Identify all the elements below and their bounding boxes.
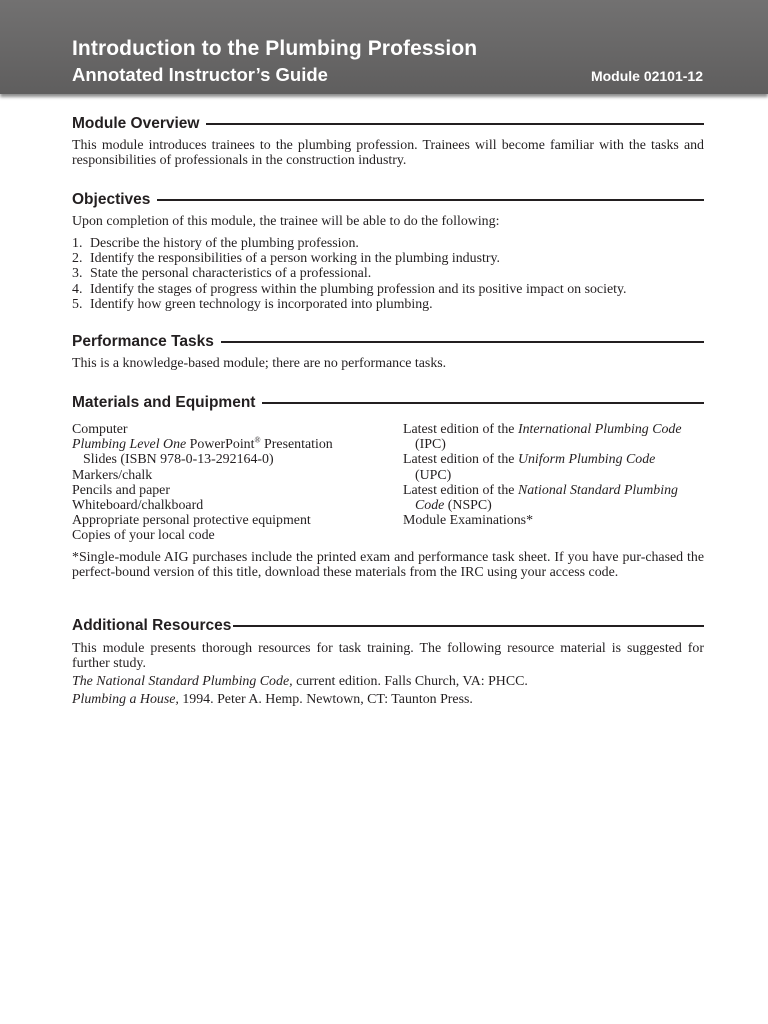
list-item-continuation: Slides (ISBN 978-0-13-292164-0): [83, 452, 274, 468]
list-item: 2. Identify the responsibilities of a person working in the plumbing industry.: [72, 251, 500, 267]
section-heading-text: Performance Tasks: [72, 333, 214, 350]
list-item: Markers/chalk: [72, 467, 153, 483]
document-subtitle: Annotated Instructor’s Guide: [72, 64, 328, 85]
materials-right-column: [403, 422, 682, 528]
reference-item: Plumbing a House, 1994. Peter A. Hemp. Newtown, CT: Taunton Press.: [72, 692, 473, 707]
section-heading-text: Materials and Equipment: [72, 394, 256, 411]
objectives-list: [72, 236, 704, 312]
section-additional-resources: [72, 616, 704, 707]
section-performance-tasks: [72, 332, 704, 371]
section-heading-text: Objectives: [72, 191, 151, 208]
list-item: Latest edition of the Uniform Plumbing Code: [403, 452, 656, 468]
list-item: Appropriate personal protective equipment: [72, 513, 311, 529]
heading-rule: [221, 341, 704, 343]
list-item: 5. Identify how green technology is incorporated into plumbing.: [72, 296, 433, 312]
heading-rule: [206, 123, 704, 125]
section-module-overview: [72, 114, 704, 168]
section-heading: [72, 616, 704, 636]
list-item: Module Examinations*: [403, 513, 534, 529]
list-item-continuation: Code (NSPC): [415, 498, 492, 514]
document-title: Introduction to the Plumbing Profession: [72, 37, 478, 60]
module-number: Module 02101-12: [590, 68, 703, 84]
section-heading: [72, 190, 704, 210]
reference-item: The National Standard Plumbing Code, current edition. Falls Church, VA: PHCC.: [72, 674, 528, 689]
list-item: 1. Describe the history of the plumbing profession.: [72, 236, 359, 251]
heading-rule: [157, 199, 704, 201]
section-materials-equipment: [72, 393, 704, 580]
overview-text: This module introduces trainees to the plumbing profession. Trainees will become familiar with the tasks and responsibilities of professionals in the construction industry.: [72, 138, 704, 168]
list-item: Latest edition of the International Plumbing Code: [403, 422, 682, 437]
resources-intro: This module presents thorough resources for task training. The following resource material is suggested for further study.: [72, 641, 704, 671]
objectives-intro: Upon completion of this module, the trainee will be able to do the following:: [72, 214, 500, 229]
list-item-continuation: (UPC): [415, 467, 452, 483]
page-header: [0, 0, 768, 94]
section-heading: [72, 114, 704, 134]
list-item: Plumbing Level One PowerPoint® Presentation: [72, 435, 333, 453]
section-heading-text: Module Overview: [72, 115, 200, 132]
materials-note: *Single-module AIG purchases include the printed exam and performance task sheet. If you have pur-chased the perfect-bound version of this title, download these materials from the IRC using your access code.: [72, 550, 704, 580]
section-objectives: [72, 190, 704, 312]
list-item-continuation: (IPC): [415, 437, 446, 453]
heading-rule: [262, 402, 704, 404]
list-item: Latest edition of the National Standard Plumbing: [403, 482, 678, 498]
list-item: 3. State the personal characteristics of a professional.: [72, 266, 372, 282]
performance-text: This is a knowledge-based module; there are no performance tasks.: [72, 356, 447, 371]
section-heading: [72, 332, 704, 352]
heading-rule: [233, 625, 704, 627]
list-item: Whiteboard/chalkboard: [72, 498, 204, 514]
list-item: Copies of your local code: [72, 528, 215, 544]
list-item: 4. Identify the stages of progress within the plumbing profession and its positive impact on society.: [72, 281, 627, 297]
materials-columns: [72, 422, 704, 542]
section-heading-text: Additional Resources: [72, 617, 232, 634]
list-item: Pencils and paper: [72, 482, 170, 498]
list-item: Computer: [72, 422, 128, 437]
materials-left-column: [72, 422, 333, 544]
section-heading: [72, 393, 704, 413]
